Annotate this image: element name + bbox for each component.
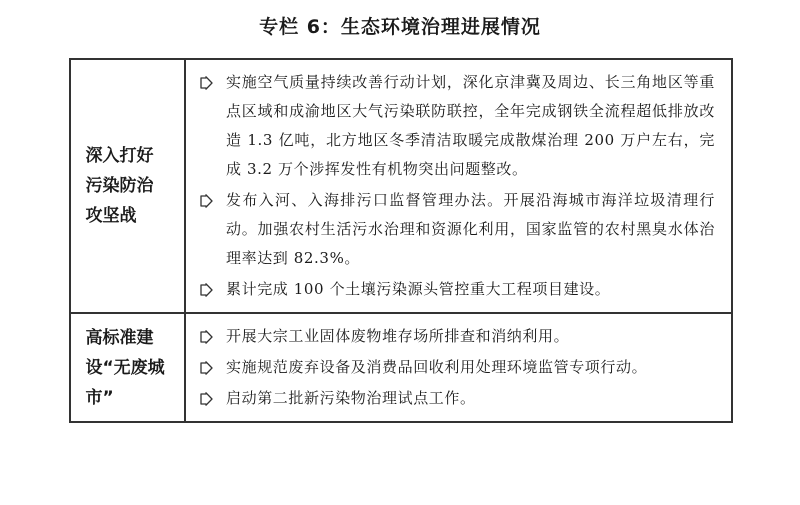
row-label-cell xyxy=(70,59,185,313)
row-content-cell xyxy=(185,59,732,313)
list-item xyxy=(200,353,715,382)
right-arrow-outline-icon xyxy=(200,68,226,97)
list-item-text: 启动第二批新污染物治理试点工作。 xyxy=(226,389,476,407)
list-item xyxy=(200,322,715,351)
right-arrow-outline-icon xyxy=(200,384,226,413)
progress-table xyxy=(69,58,733,423)
list-item-text: 发布入河、入海排污口监督管理办法。开展沿海城市海洋垃圾清理行动。加强农村生活污水治理和资源化利用，国家监管的农村黑臭水体治理率达到 82.3%。 xyxy=(226,191,715,267)
right-arrow-outline-icon xyxy=(200,186,226,215)
list-item xyxy=(200,68,715,184)
list-item xyxy=(200,275,715,304)
list-item-text: 累计完成 100 个土壤污染源头管控重大工程项目建设。 xyxy=(226,280,611,298)
table-row xyxy=(70,59,732,313)
right-arrow-outline-icon xyxy=(200,322,226,351)
row-label: 高标准建设“无废城市” xyxy=(85,327,165,408)
page-title: 专栏 6：生态环境治理进展情况 xyxy=(259,16,541,38)
list-item xyxy=(200,384,715,413)
row-label: 深入打好污染防治攻坚战 xyxy=(85,146,154,226)
right-arrow-outline-icon xyxy=(200,353,226,382)
list-item-text: 实施规范废弃设备及消费品回收利用处理环境监管专项行动。 xyxy=(226,358,648,376)
row-content-cell xyxy=(185,313,732,422)
list-item-text: 开展大宗工业固体废物堆存场所排查和消纳利用。 xyxy=(226,327,570,345)
list-item xyxy=(200,186,715,273)
list-item-text: 实施空气质量持续改善行动计划，深化京津冀及周边、长三角地区等重点区域和成渝地区大气污染联防联控，全年完成钢铁全流程超低排放改造 1.3 亿吨，北方地区冬季清洁取暖完成散煤治理 200 万户左右，完成 3.2 万个涉挥发性有机物突出问题整改。 xyxy=(226,73,715,178)
table-row xyxy=(70,313,732,422)
right-arrow-outline-icon xyxy=(200,275,226,304)
row-label-cell xyxy=(70,313,185,422)
